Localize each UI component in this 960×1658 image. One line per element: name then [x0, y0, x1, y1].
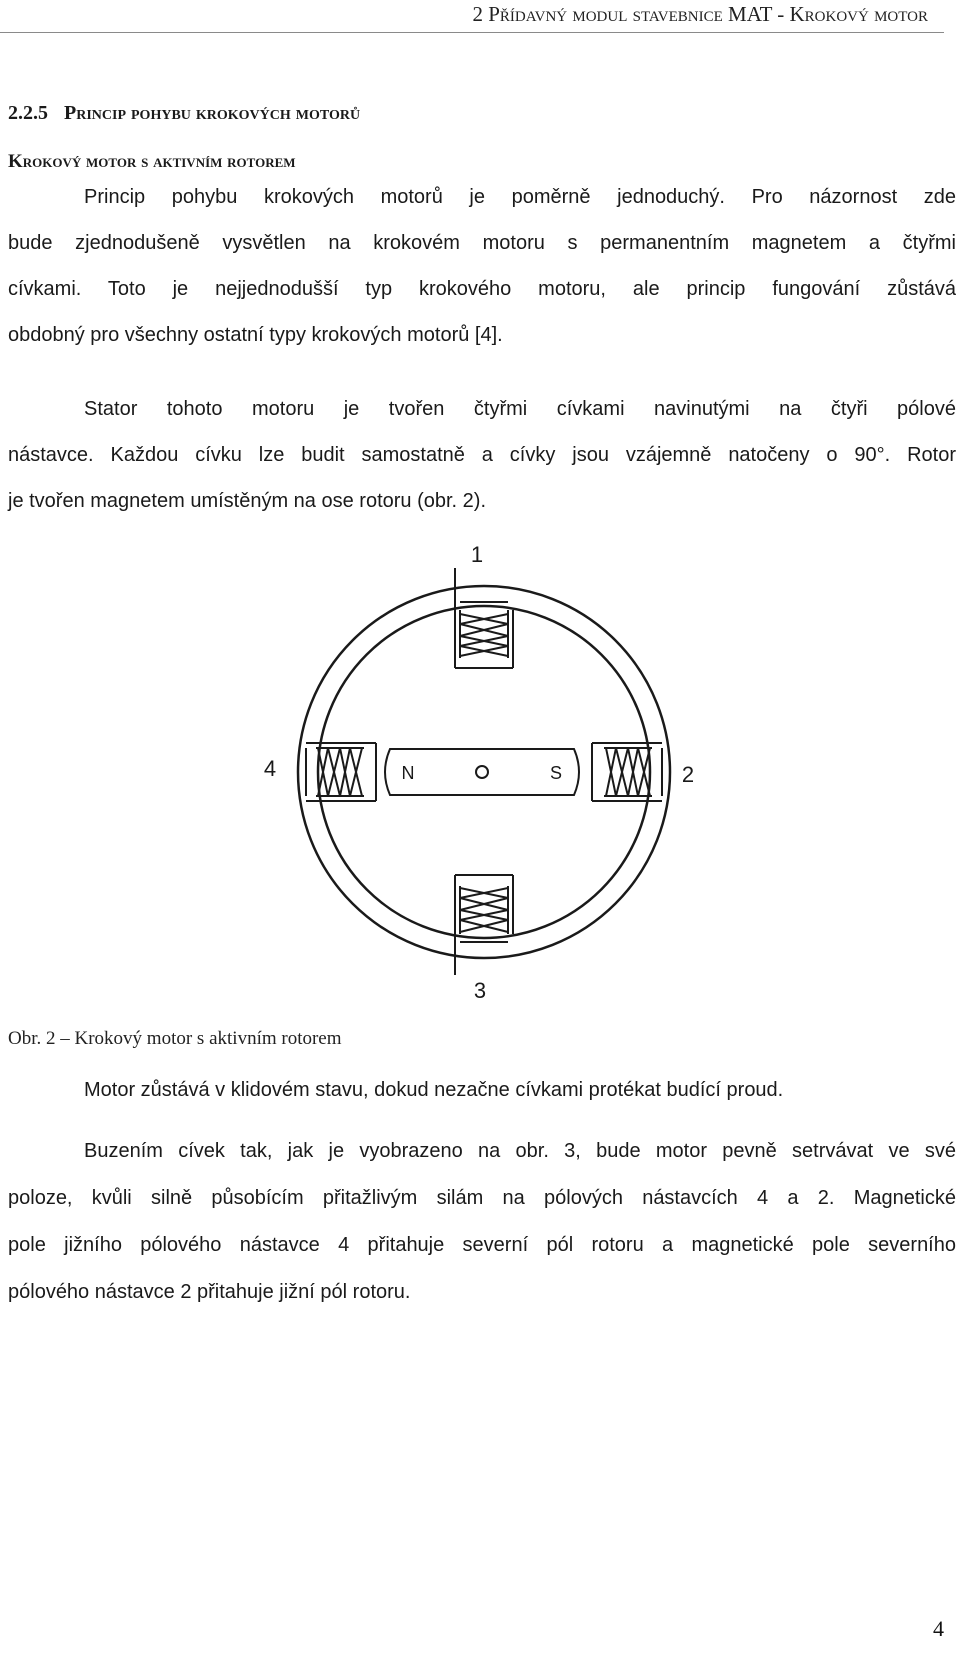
running-header: [0, 0, 944, 33]
label-rotor-south: S: [549, 763, 563, 783]
coil-left: [306, 743, 376, 801]
paragraph2-line-1: Stator tohoto motoru je tvořen čtyřmi cívkami navinutými na čtyři pólové: [84, 398, 956, 420]
paragraph4-line-3: pole jižního pólového nástavce 4 přitahuje severní pól rotoru a magnetické pole severního: [8, 1234, 956, 1256]
paragraph1-line-3: cívkami. Toto je nejjednodušší typ krokového motoru, ale princip fungování zůstává: [8, 278, 956, 300]
section-heading: [8, 102, 360, 125]
label-rotor-north: N: [401, 763, 415, 783]
label-coil-1: 1: [470, 542, 484, 567]
subsection-heading: Krokový motor s aktivním rotorem: [8, 151, 296, 172]
rotor-axis: [476, 766, 488, 778]
paragraph1-line-1: Princip pohybu krokových motorů je poměrně jednoduchý. Pro názornost zde: [84, 186, 956, 208]
page-number: 4: [933, 1616, 944, 1641]
stator-inner-ring: [318, 606, 650, 938]
coil-bottom: [455, 875, 513, 975]
section-number: 2.2.5: [8, 102, 48, 124]
paragraph4-line-4: pólového nástavce 2 přitahuje jižní pól rotoru.: [8, 1281, 411, 1303]
paragraph1-line-4: obdobný pro všechny ostatní typy krokových motorů [4].: [8, 324, 503, 346]
running-header-title: 2 Přídavný modul stavebnice MAT - Krokový motor: [472, 2, 928, 26]
paragraph3-line-1: Motor zůstává v klidovém stavu, dokud nezačne cívkami protékat budící proud.: [84, 1079, 784, 1101]
paragraph2-line-3: je tvořen magnetem umístěným na ose rotoru (obr. 2).: [8, 490, 486, 512]
stepper-motor-diagram: [0, 540, 960, 1000]
label-coil-4: 4: [263, 756, 277, 781]
coil-right: [592, 743, 662, 801]
coil-top: [455, 568, 513, 668]
section-title: Princip pohybu krokových motorů: [64, 102, 361, 124]
label-coil-3: 3: [473, 978, 487, 1000]
paragraph4-line-2: poloze, kvůli silně působícím přitažlivým silám na pólových nástavcích 4 a 2. Magnetické: [8, 1187, 956, 1209]
paragraph4-line-1: Buzením cívek tak, jak je vyobrazeno na obr. 3, bude motor pevně setrvávat ve své: [84, 1140, 956, 1162]
label-coil-2: 2: [681, 762, 695, 787]
paragraph2-line-2: nástavce. Každou cívku lze budit samostatně a cívky jsou vzájemně natočeny o 90°. Rotor: [8, 444, 956, 466]
figure-caption: Obr. 2 – Krokový motor s aktivním rotorem: [8, 1028, 342, 1049]
paragraph1-line-2: bude zjednodušeně vysvětlen na krokovém motoru s permanentním magnetem a čtyřmi: [8, 232, 956, 254]
